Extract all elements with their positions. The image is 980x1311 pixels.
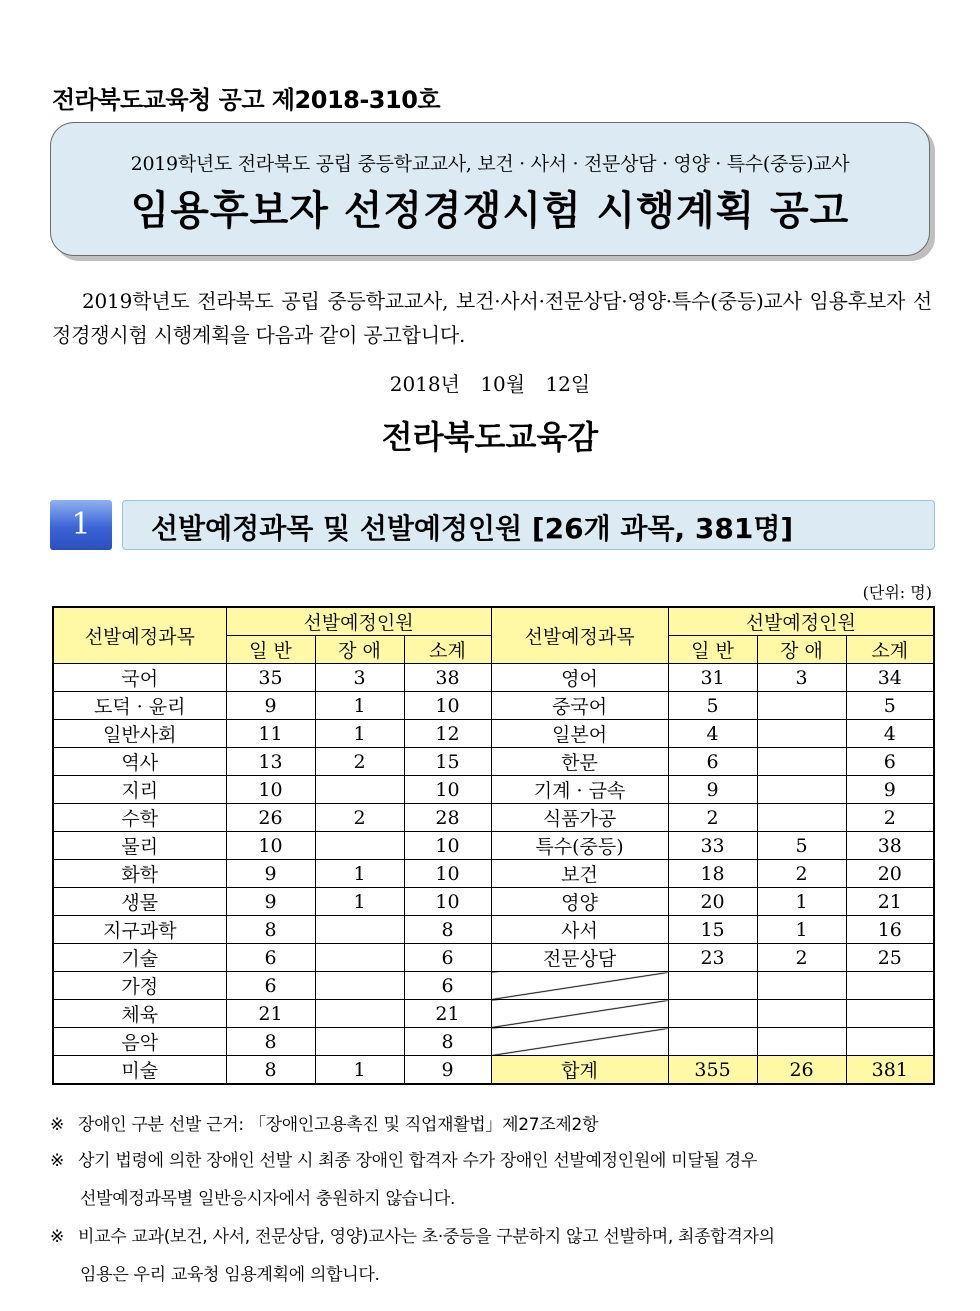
right-subject-cell: 보건 bbox=[491, 860, 668, 888]
right-disabled-cell bbox=[757, 1000, 846, 1028]
right-subtotal-cell: 2 bbox=[846, 804, 934, 832]
left-subject-cell: 일반사회 bbox=[53, 720, 226, 748]
header-general-right: 일 반 bbox=[668, 636, 757, 664]
table-row bbox=[53, 972, 934, 1000]
note-mark: ※ bbox=[50, 1227, 64, 1247]
table-row bbox=[53, 776, 934, 804]
right-general-cell: 355 bbox=[668, 1056, 757, 1085]
right-disabled-cell bbox=[757, 692, 846, 720]
table-row bbox=[53, 860, 934, 888]
section-number-badge: 1 bbox=[50, 500, 112, 550]
left-disabled-cell: 1 bbox=[315, 888, 404, 916]
left-subtotal-cell: 28 bbox=[404, 804, 491, 832]
left-subtotal-cell: 6 bbox=[404, 944, 491, 972]
table-row bbox=[53, 1028, 934, 1056]
left-subtotal-cell: 10 bbox=[404, 860, 491, 888]
right-subject-cell: 한문 bbox=[491, 748, 668, 776]
left-disabled-cell: 1 bbox=[315, 720, 404, 748]
header-group-right: 선발예정인원 bbox=[668, 607, 934, 636]
left-disabled-cell bbox=[315, 832, 404, 860]
note-3-line1: 비교수 교과(보건, 사서, 전문상담, 영양)교사는 초·중등을 구분하지 않고 선발하며, 최종합격자의 bbox=[78, 1227, 775, 1247]
left-subtotal-cell: 15 bbox=[404, 748, 491, 776]
left-general-cell: 26 bbox=[226, 804, 315, 832]
right-general-cell: 9 bbox=[668, 776, 757, 804]
right-subject-cell: 일본어 bbox=[491, 720, 668, 748]
right-subject-cell: 합계 bbox=[491, 1056, 668, 1085]
right-subject-cell: 식품가공 bbox=[491, 804, 668, 832]
note-mark: ※ bbox=[50, 1115, 64, 1135]
unit-label: (단위: 명) bbox=[862, 583, 932, 602]
header-disabled-left: 장 애 bbox=[315, 636, 404, 664]
right-subtotal-cell bbox=[846, 1000, 934, 1028]
left-subject-cell: 화학 bbox=[53, 860, 226, 888]
left-subject-cell: 국어 bbox=[53, 664, 226, 692]
right-disabled-cell bbox=[757, 1028, 846, 1056]
left-disabled-cell: 2 bbox=[315, 748, 404, 776]
note-2 bbox=[50, 1142, 935, 1218]
left-disabled-cell: 1 bbox=[315, 860, 404, 888]
left-disabled-cell: 3 bbox=[315, 664, 404, 692]
right-general-cell: 20 bbox=[668, 888, 757, 916]
announcement-date: 2018년 10월 12일 bbox=[389, 372, 591, 396]
right-disabled-cell bbox=[757, 748, 846, 776]
right-subtotal-cell: 6 bbox=[846, 748, 934, 776]
table-row bbox=[53, 944, 934, 972]
header-general-left: 일 반 bbox=[226, 636, 315, 664]
note-2-line2: 선발예정과목별 일반응시자에서 충원하지 않습니다. bbox=[80, 1189, 456, 1209]
left-subtotal-cell: 10 bbox=[404, 888, 491, 916]
left-disabled-cell: 2 bbox=[315, 804, 404, 832]
left-subtotal-cell: 38 bbox=[404, 664, 491, 692]
right-subtotal-cell: 16 bbox=[846, 916, 934, 944]
right-subject-cell: 사서 bbox=[491, 916, 668, 944]
table-row bbox=[53, 720, 934, 748]
right-disabled-cell bbox=[757, 972, 846, 1000]
header-disabled-right: 장 애 bbox=[757, 636, 846, 664]
left-subtotal-cell: 21 bbox=[404, 1000, 491, 1028]
right-general-cell bbox=[668, 1028, 757, 1056]
right-subtotal-cell: 25 bbox=[846, 944, 934, 972]
left-general-cell: 8 bbox=[226, 916, 315, 944]
left-disabled-cell: 1 bbox=[315, 1056, 404, 1085]
right-subtotal-cell: 38 bbox=[846, 832, 934, 860]
right-general-cell bbox=[668, 1000, 757, 1028]
left-disabled-cell: 1 bbox=[315, 692, 404, 720]
right-disabled-cell: 26 bbox=[757, 1056, 846, 1085]
right-subject-cell bbox=[491, 1000, 668, 1028]
right-general-cell: 4 bbox=[668, 720, 757, 748]
right-subject-cell: 중국어 bbox=[491, 692, 668, 720]
right-general-cell bbox=[668, 972, 757, 1000]
left-disabled-cell bbox=[315, 1000, 404, 1028]
allocation-table bbox=[52, 606, 935, 1085]
right-general-cell: 23 bbox=[668, 944, 757, 972]
right-subject-cell bbox=[491, 972, 668, 1000]
right-subject-cell: 영양 bbox=[491, 888, 668, 916]
note-3 bbox=[50, 1218, 935, 1294]
left-disabled-cell bbox=[315, 916, 404, 944]
right-disabled-cell: 1 bbox=[757, 888, 846, 916]
header-subject-left: 선발예정과목 bbox=[53, 607, 226, 664]
table-row bbox=[53, 664, 934, 692]
right-disabled-cell: 1 bbox=[757, 916, 846, 944]
left-subject-cell: 물리 bbox=[53, 832, 226, 860]
left-subtotal-cell: 8 bbox=[404, 916, 491, 944]
left-general-cell: 8 bbox=[226, 1056, 315, 1085]
right-subject-cell: 영어 bbox=[491, 664, 668, 692]
left-general-cell: 9 bbox=[226, 692, 315, 720]
header-subtotal-right: 소계 bbox=[846, 636, 934, 664]
note-2-line1: 상기 법령에 의한 장애인 선발 시 최종 장애인 합격자 수가 장애인 선발예정인원에 미달될 경우 bbox=[78, 1151, 757, 1171]
right-subject-cell: 특수(중등) bbox=[491, 832, 668, 860]
right-disabled-cell: 3 bbox=[757, 664, 846, 692]
left-disabled-cell bbox=[315, 972, 404, 1000]
table-row bbox=[53, 692, 934, 720]
left-general-cell: 10 bbox=[226, 776, 315, 804]
left-subject-cell: 기술 bbox=[53, 944, 226, 972]
header-subject-right: 선발예정과목 bbox=[491, 607, 668, 664]
title-main: 임용후보자 선정경쟁시험 시행계획 공고 bbox=[130, 188, 850, 234]
left-subject-cell: 미술 bbox=[53, 1056, 226, 1085]
right-subtotal-cell: 4 bbox=[846, 720, 934, 748]
left-general-cell: 10 bbox=[226, 832, 315, 860]
right-disabled-cell: 2 bbox=[757, 944, 846, 972]
right-subtotal-cell: 34 bbox=[846, 664, 934, 692]
right-general-cell: 5 bbox=[668, 692, 757, 720]
right-general-cell: 31 bbox=[668, 664, 757, 692]
left-disabled-cell bbox=[315, 944, 404, 972]
right-subject-cell bbox=[491, 1028, 668, 1056]
right-general-cell: 15 bbox=[668, 916, 757, 944]
note-3-line2: 임용은 우리 교육청 임용계획에 의합니다. bbox=[80, 1265, 380, 1285]
right-subtotal-cell: 9 bbox=[846, 776, 934, 804]
left-subtotal-cell: 10 bbox=[404, 832, 491, 860]
right-general-cell: 6 bbox=[668, 748, 757, 776]
table-row bbox=[53, 1000, 934, 1028]
left-general-cell: 21 bbox=[226, 1000, 315, 1028]
left-subtotal-cell: 9 bbox=[404, 1056, 491, 1085]
left-general-cell: 11 bbox=[226, 720, 315, 748]
left-general-cell: 13 bbox=[226, 748, 315, 776]
section-title-bar bbox=[122, 500, 935, 550]
right-subject-cell: 전문상담 bbox=[491, 944, 668, 972]
left-subject-cell: 역사 bbox=[53, 748, 226, 776]
right-disabled-cell: 2 bbox=[757, 860, 846, 888]
left-general-cell: 6 bbox=[226, 972, 315, 1000]
right-disabled-cell bbox=[757, 804, 846, 832]
right-subtotal-cell bbox=[846, 972, 934, 1000]
title-subtitle: 2019학년도 전라북도 공립 중등학교교사, 보건 · 사서 · 전문상담 · 영양 · 특수(중등)교사 bbox=[130, 153, 850, 175]
left-subject-cell: 지리 bbox=[53, 776, 226, 804]
right-subtotal-cell: 20 bbox=[846, 860, 934, 888]
left-subject-cell: 수학 bbox=[53, 804, 226, 832]
right-disabled-cell: 5 bbox=[757, 832, 846, 860]
right-subtotal-cell: 5 bbox=[846, 692, 934, 720]
left-subject-cell: 가정 bbox=[53, 972, 226, 1000]
table-row bbox=[53, 832, 934, 860]
left-subtotal-cell: 10 bbox=[404, 692, 491, 720]
right-general-cell: 33 bbox=[668, 832, 757, 860]
left-general-cell: 9 bbox=[226, 888, 315, 916]
table-row bbox=[53, 1056, 934, 1085]
table-row bbox=[53, 804, 934, 832]
signer: 전라북도교육감 bbox=[381, 418, 599, 456]
right-disabled-cell bbox=[757, 776, 846, 804]
note-mark: ※ bbox=[50, 1151, 64, 1171]
left-disabled-cell bbox=[315, 1028, 404, 1056]
table-row bbox=[53, 748, 934, 776]
left-general-cell: 8 bbox=[226, 1028, 315, 1056]
right-general-cell: 18 bbox=[668, 860, 757, 888]
right-general-cell: 2 bbox=[668, 804, 757, 832]
note-1-text: 장애인 구분 선발 근거: 「장애인고용촉진 및 직업재활법」제27조제2항 bbox=[78, 1115, 599, 1135]
left-subtotal-cell: 6 bbox=[404, 972, 491, 1000]
left-subtotal-cell: 12 bbox=[404, 720, 491, 748]
left-subject-cell: 음악 bbox=[53, 1028, 226, 1056]
left-subject-cell: 지구과학 bbox=[53, 916, 226, 944]
left-subtotal-cell: 10 bbox=[404, 776, 491, 804]
left-disabled-cell bbox=[315, 776, 404, 804]
notice-number: 전라북도교육청 공고 제2018-310호 bbox=[52, 86, 441, 114]
left-subject-cell: 생물 bbox=[53, 888, 226, 916]
left-general-cell: 6 bbox=[226, 944, 315, 972]
right-subtotal-cell: 21 bbox=[846, 888, 934, 916]
header-group-left: 선발예정인원 bbox=[226, 607, 491, 636]
header-subtotal-left: 소계 bbox=[404, 636, 491, 664]
section-title: 선발예정과목 및 선발예정인원 [26개 과목, 381명] bbox=[151, 512, 794, 545]
right-subtotal-cell: 381 bbox=[846, 1056, 934, 1085]
left-subject-cell: 체육 bbox=[53, 1000, 226, 1028]
left-subtotal-cell: 8 bbox=[404, 1028, 491, 1056]
note-1 bbox=[50, 1106, 935, 1144]
left-general-cell: 35 bbox=[226, 664, 315, 692]
table-row bbox=[53, 888, 934, 916]
left-subject-cell: 도덕 · 윤리 bbox=[53, 692, 226, 720]
right-disabled-cell bbox=[757, 720, 846, 748]
intro-paragraph: 2019학년도 전라북도 공립 중등학교교사, 보건·사서·전문상담·영양·특수(중등)교사 임용후보자 선정경쟁시험 시행계획을 다음과 같이 공고합니다. bbox=[52, 289, 932, 347]
table-row bbox=[53, 916, 934, 944]
right-subject-cell: 기계 · 금속 bbox=[491, 776, 668, 804]
title-box bbox=[50, 122, 930, 256]
right-subtotal-cell bbox=[846, 1028, 934, 1056]
left-general-cell: 9 bbox=[226, 860, 315, 888]
